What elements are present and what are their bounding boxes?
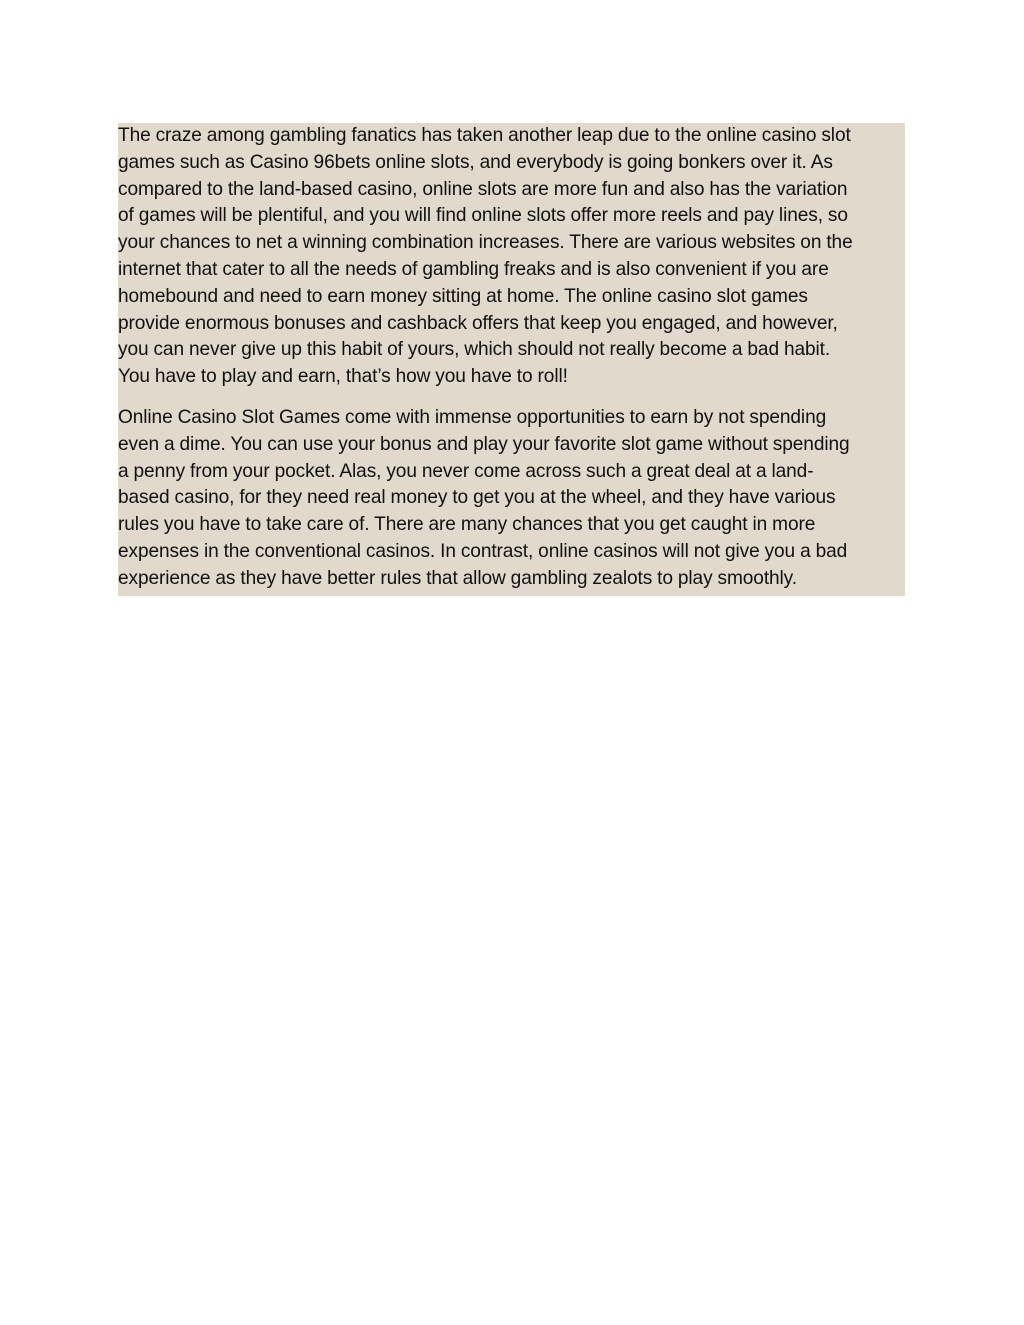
highlighted-text-block: [118, 123, 905, 596]
paragraph-opportunities: Online Casino Slot Games come with immense opportunities to earn by not spending even a dime. You can use your bonus and play your favorite slot game without spending a penny from your pocket. Alas, you never come across such a great deal at a land- based casino, for they need real money to get you at the wheel, and they have various rules you have to take care of. There are many chances that you get caught in more expenses in the conventional casinos. In contrast, online casinos will not give you a bad experience as they have better rules that allow gambling zealots to play smoothly.: [118, 406, 850, 589]
paragraph-intro: The craze among gambling fanatics has taken another leap due to the online casino slot games such as Casino 96bets online slots, and everybody is going bonkers over it. As compared to the land-based casino, online slots are more fun and also has the variation of games will be plentiful, and you will find online slots offer more reels and pay lines, so your chances to net a winning combination increases. There are various websites on the internet that cater to all the needs of gambling freaks and is also convenient if you are homebound and need to earn money sitting at home. The online casino slot games provide enormous bonuses and cashback offers that keep you engaged, and however, you can never give up this habit of yours, which should not really become a bad habit. You have to play and earn, that’s how you have to roll!: [118, 125, 853, 388]
